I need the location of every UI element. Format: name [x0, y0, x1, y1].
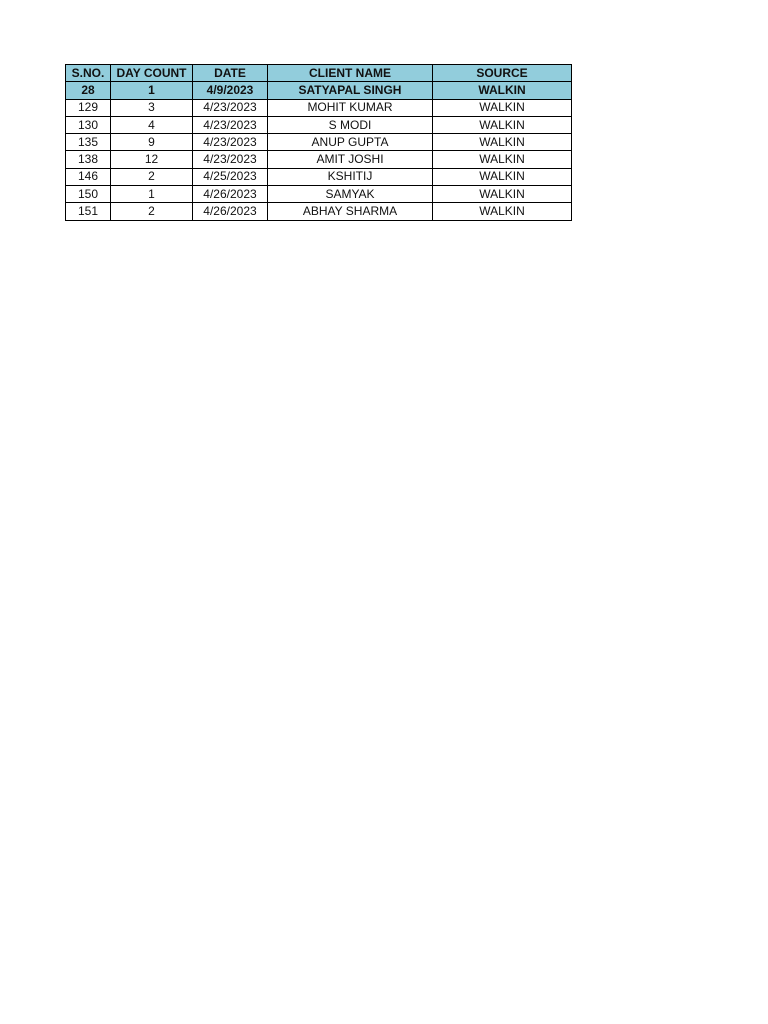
cell-sno: 135 [66, 134, 111, 151]
cell-day-count: 4 [111, 116, 193, 133]
header-day-count: DAY COUNT [111, 65, 193, 82]
cell-source: WALKIN [433, 186, 572, 203]
cell-day-count: 3 [111, 99, 193, 116]
table-row [66, 134, 572, 151]
cell-sno: 130 [66, 116, 111, 133]
header-sno: S.NO. [66, 65, 111, 82]
header-client-name: CLIENT NAME [268, 65, 433, 82]
table-row [66, 99, 572, 116]
cell-sno: 138 [66, 151, 111, 168]
table-row-highlighted [66, 82, 572, 99]
cell-source: WALKIN [433, 203, 572, 220]
cell-sno: 151 [66, 203, 111, 220]
cell-source: WALKIN [433, 168, 572, 185]
cell-client-name: S MODI [268, 116, 433, 133]
cell-day-count: 1 [111, 82, 193, 99]
cell-date: 4/25/2023 [193, 168, 268, 185]
cell-date: 4/23/2023 [193, 116, 268, 133]
cell-day-count: 9 [111, 134, 193, 151]
table-row [66, 186, 572, 203]
cell-client-name: AMIT JOSHI [268, 151, 433, 168]
cell-client-name: SAMYAK [268, 186, 433, 203]
table-row [66, 168, 572, 185]
cell-sno: 129 [66, 99, 111, 116]
cell-date: 4/26/2023 [193, 203, 268, 220]
cell-day-count: 2 [111, 203, 193, 220]
cell-date: 4/9/2023 [193, 82, 268, 99]
cell-date: 4/26/2023 [193, 186, 268, 203]
cell-source: WALKIN [433, 151, 572, 168]
cell-client-name: MOHIT KUMAR [268, 99, 433, 116]
cell-date: 4/23/2023 [193, 134, 268, 151]
cell-client-name: ABHAY SHARMA [268, 203, 433, 220]
header-date: DATE [193, 65, 268, 82]
cell-source: WALKIN [433, 134, 572, 151]
cell-source: WALKIN [433, 99, 572, 116]
client-table [65, 64, 572, 221]
cell-day-count: 2 [111, 168, 193, 185]
cell-client-name: SATYAPAL SINGH [268, 82, 433, 99]
cell-date: 4/23/2023 [193, 99, 268, 116]
table-row [66, 203, 572, 220]
cell-source: WALKIN [433, 82, 572, 99]
table-row [66, 151, 572, 168]
cell-sno: 146 [66, 168, 111, 185]
cell-day-count: 1 [111, 186, 193, 203]
cell-date: 4/23/2023 [193, 151, 268, 168]
cell-client-name: ANUP GUPTA [268, 134, 433, 151]
cell-sno: 28 [66, 82, 111, 99]
cell-source: WALKIN [433, 116, 572, 133]
table-row [66, 116, 572, 133]
cell-day-count: 12 [111, 151, 193, 168]
cell-client-name: KSHITIJ [268, 168, 433, 185]
cell-sno: 150 [66, 186, 111, 203]
header-source: SOURCE [433, 65, 572, 82]
table-header-row [66, 65, 572, 82]
